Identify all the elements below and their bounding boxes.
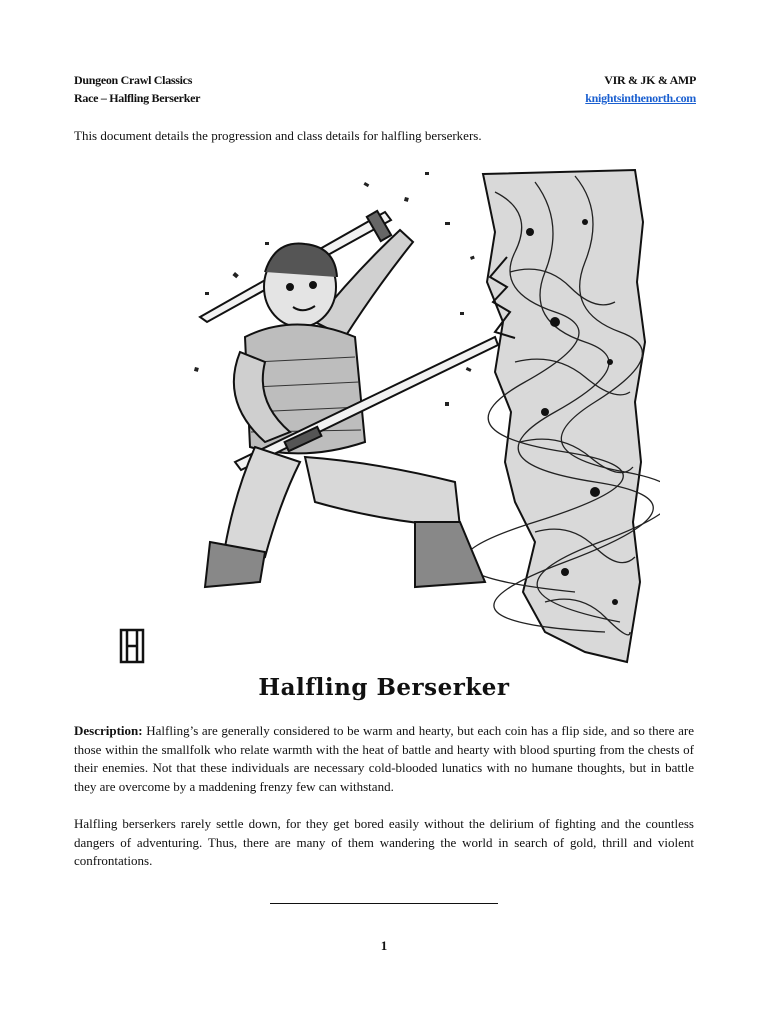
footer-divider xyxy=(270,903,498,904)
header-right xyxy=(585,71,696,107)
tree-creature-drawing xyxy=(464,170,660,662)
header-game-title: Dungeon Crawl Classics xyxy=(74,73,193,87)
description-label: Description: xyxy=(74,723,143,738)
description-text: Halfling’s are generally considered to be warm and hearty, but each coin has a flip side, and so there are those within the smallfolk who relate warmth with the heat of battle and hearty with blood spurting from the chests of their enemies. Not that these individuals are necessary cold-blooded lunatics with no humane thoughts, but in battle they are overcome by a maddening frenzy few can withstand. xyxy=(74,723,694,794)
halfling-warrior-drawing xyxy=(200,211,498,587)
halfling-berserker-illustration xyxy=(115,162,660,672)
artist-signature-mark xyxy=(121,630,143,662)
header-authors: VIR & JK & AMP xyxy=(604,73,696,87)
description-paragraph xyxy=(74,722,694,796)
intro-text: This document details the progression and class details for halfling berserkers. xyxy=(74,128,482,143)
page-number: 1 xyxy=(380,938,388,953)
lifestyle-paragraph: Halfling berserkers rarely settle down, for they get bored easily without the delirium of fighting and the countless dangers of adventuring. Thus, there are many of them wandering the world in search of gold, thrill and violent confrontations. xyxy=(74,816,694,868)
header-doc-title: Race – Halfling Berserker xyxy=(74,91,201,105)
header-left xyxy=(74,71,200,107)
page-title: Halfling Berserker xyxy=(258,674,510,701)
header-website-link[interactable]: knightsinthenorth.com xyxy=(585,91,696,105)
